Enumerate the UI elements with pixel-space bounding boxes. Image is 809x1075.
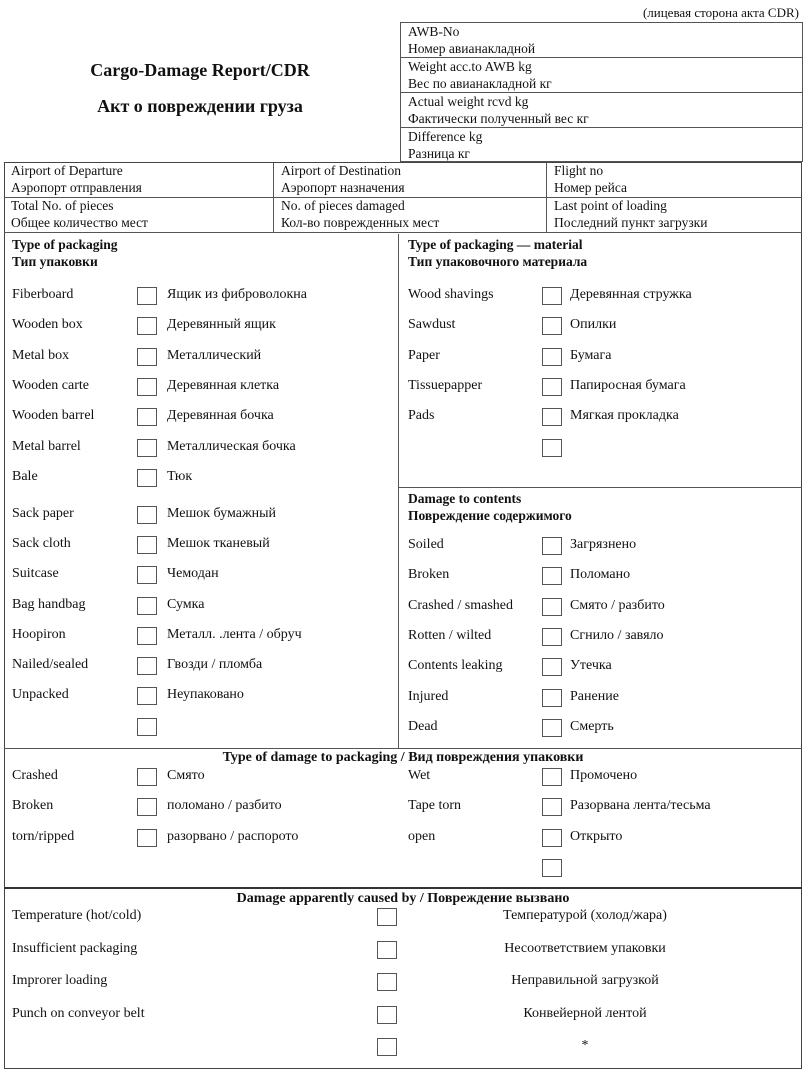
option-label-ru: Металл. .лента / обруч bbox=[167, 626, 302, 642]
option-label-en: Broken bbox=[12, 798, 54, 814]
checkbox[interactable] bbox=[542, 628, 562, 646]
option-label-ru: Мешок тканевый bbox=[167, 535, 270, 551]
checkbox[interactable] bbox=[137, 597, 157, 615]
section-title-en: Type of packaging — material bbox=[408, 237, 583, 252]
option-label-en: Crashed / smashed bbox=[408, 597, 513, 613]
option-label-ru: Открыто bbox=[570, 828, 623, 844]
section-title-ru: Тип упаковочного материала bbox=[408, 254, 588, 269]
option-label-en: Metal box bbox=[12, 347, 70, 363]
option-label-ru: Чемодан bbox=[167, 566, 219, 582]
option-label-en: Wooden box bbox=[12, 317, 83, 333]
field-label-ru: Номер авианакладной bbox=[408, 40, 536, 56]
checkbox[interactable] bbox=[542, 378, 562, 396]
option-label-ru: Разорвана лента/тесьма bbox=[570, 798, 711, 814]
checkbox[interactable] bbox=[137, 768, 157, 786]
checkbox[interactable] bbox=[542, 408, 562, 426]
checkbox[interactable] bbox=[542, 798, 562, 816]
checkbox[interactable] bbox=[137, 687, 157, 705]
difference-field[interactable] bbox=[401, 128, 802, 162]
field-label-en: Last point of loading bbox=[554, 198, 667, 213]
field-label-ru: Аэропорт отправления bbox=[11, 179, 142, 195]
cause-label-en: Improrer loading bbox=[12, 973, 108, 988]
cause-label-ru: Конвейерной лентой bbox=[523, 1005, 647, 1021]
info-row-2 bbox=[4, 198, 802, 233]
cause-label-ru: Неправильной загрузкой bbox=[511, 973, 659, 988]
checkbox[interactable] bbox=[542, 859, 562, 877]
checkbox[interactable] bbox=[542, 348, 562, 366]
option-label-ru: Тюк bbox=[167, 468, 193, 484]
checkbox[interactable] bbox=[377, 1006, 397, 1024]
field-label-ru: Аэропорт назначения bbox=[281, 179, 405, 195]
option-label-ru: Деревянный ящик bbox=[167, 317, 276, 333]
option-label-en: Tape torn bbox=[408, 798, 462, 814]
field-label-ru: Разница кг bbox=[408, 145, 470, 161]
option-label-en: Pads bbox=[408, 408, 435, 424]
field-label-en: Flight no bbox=[554, 163, 604, 178]
option-label-ru: Ящик из фиброволокна bbox=[167, 287, 307, 302]
option-label-ru: Гвозди / пломба bbox=[167, 657, 263, 673]
option-label-en: Suitcase bbox=[12, 566, 59, 582]
field-label-en: No. of pieces damaged bbox=[281, 198, 405, 213]
info-row-1 bbox=[4, 163, 802, 198]
field-label-ru: Общее количество мест bbox=[11, 214, 148, 230]
pack-damage-section-head: Type of damage to packaging / Вид повреждения упаковки bbox=[222, 750, 584, 765]
flight-info-grid bbox=[4, 163, 802, 233]
checkbox[interactable] bbox=[542, 439, 562, 457]
awb-info-box bbox=[400, 22, 803, 162]
field-label-ru: Последний пункт загрузки bbox=[554, 214, 708, 230]
checkbox[interactable] bbox=[542, 689, 562, 707]
last-loading-point-field[interactable] bbox=[547, 198, 802, 232]
option-label-en: Nailed/sealed bbox=[12, 657, 89, 673]
checkbox[interactable] bbox=[542, 537, 562, 555]
option-label-ru: Деревянная бочка bbox=[167, 408, 274, 424]
option-label-ru: Металлический bbox=[167, 347, 262, 363]
checkbox[interactable] bbox=[137, 627, 157, 645]
option-label-en: Sack cloth bbox=[12, 535, 71, 551]
option-label-ru: Деревянная клетка bbox=[167, 377, 280, 393]
contents-section-head bbox=[408, 490, 572, 524]
checkbox[interactable] bbox=[137, 536, 157, 554]
option-label-ru: Смято / разбито bbox=[570, 597, 665, 613]
flight-number-field[interactable] bbox=[547, 163, 802, 197]
checkbox[interactable] bbox=[377, 908, 397, 926]
field-label-en: Actual weight rcvd kg bbox=[408, 94, 529, 109]
checkbox[interactable] bbox=[542, 598, 562, 616]
checkbox[interactable] bbox=[137, 317, 157, 335]
checkbox[interactable] bbox=[377, 973, 397, 991]
option-label-en: Wooden barrel bbox=[12, 408, 95, 424]
option-label-en: Paper bbox=[408, 347, 440, 363]
cause-label-ru: Температурой (холод/жара) bbox=[503, 908, 667, 923]
awb-number-field[interactable] bbox=[401, 23, 802, 58]
departure-airport-field[interactable] bbox=[4, 163, 274, 197]
option-label-en: open bbox=[408, 828, 436, 844]
checkbox[interactable] bbox=[542, 768, 562, 786]
option-label-en: Unpacked bbox=[12, 687, 69, 703]
option-label-ru: Промочено bbox=[570, 768, 638, 783]
field-label-ru: Кол-во поврежденных мест bbox=[281, 214, 440, 230]
option-label-en: Soiled bbox=[408, 537, 444, 552]
option-label-en: Bag handbag bbox=[12, 596, 86, 612]
cause-section-head: Damage apparently caused by / Повреждение вызвано bbox=[236, 891, 570, 906]
field-label-en: Weight acc.to AWB kg bbox=[408, 59, 532, 74]
checkbox[interactable] bbox=[542, 567, 562, 585]
cause-label-ru: * bbox=[581, 1038, 589, 1053]
checkbox[interactable] bbox=[542, 719, 562, 737]
field-label-en: Airport of Departure bbox=[11, 163, 123, 178]
option-label-en: Broken bbox=[408, 567, 450, 583]
checkbox[interactable] bbox=[137, 566, 157, 584]
option-label-ru: Смерть bbox=[570, 718, 614, 734]
option-label-ru: Смято bbox=[167, 768, 205, 783]
cause-label-en: Temperature (hot/cold) bbox=[12, 908, 142, 923]
option-label-ru: Загрязнено bbox=[570, 537, 637, 552]
option-label-ru: Деревянная стружка bbox=[570, 287, 692, 302]
option-label-en: Sawdust bbox=[408, 317, 456, 333]
checkbox[interactable] bbox=[137, 378, 157, 396]
option-label-en: Rotten / wilted bbox=[408, 627, 492, 643]
page-side-note: (лицевая сторона акта CDR) bbox=[642, 5, 799, 20]
option-label-en: Fiberboard bbox=[12, 287, 74, 302]
report-title-ru: Акт о повреждении груза bbox=[97, 96, 303, 116]
column-divider bbox=[398, 234, 399, 748]
actual-weight-field[interactable] bbox=[401, 93, 802, 128]
option-label-en: Bale bbox=[12, 468, 38, 484]
option-label-en: Hoopiron bbox=[12, 626, 66, 642]
checkbox[interactable] bbox=[542, 829, 562, 847]
option-label-ru: Поломано bbox=[570, 567, 631, 583]
packaging-section-head bbox=[12, 236, 118, 270]
option-label-en: Wood shavings bbox=[408, 287, 494, 302]
option-label-ru: Бумага bbox=[570, 347, 612, 363]
report-title-en: Cargo-Damage Report/CDR bbox=[90, 60, 310, 80]
destination-airport-field[interactable] bbox=[274, 163, 547, 197]
checkbox[interactable] bbox=[137, 287, 157, 305]
option-label-en: Wet bbox=[408, 768, 431, 783]
option-label-en: Tissuepapper bbox=[408, 377, 483, 393]
material-section-head bbox=[408, 236, 587, 270]
section-title-ru: Тип упаковки bbox=[12, 254, 98, 269]
section-title-en: Type of packaging bbox=[12, 237, 118, 252]
checkbox[interactable] bbox=[542, 658, 562, 676]
option-label-ru: поломано / разбито bbox=[167, 798, 282, 814]
option-label-en: Dead bbox=[408, 718, 438, 734]
option-label-en: torn/ripped bbox=[12, 828, 75, 844]
checkbox[interactable] bbox=[137, 439, 157, 457]
option-label-en: Sack paper bbox=[12, 505, 74, 521]
checkbox[interactable] bbox=[542, 317, 562, 335]
contents-divider bbox=[398, 487, 802, 488]
option-label-en: Crashed bbox=[12, 768, 58, 783]
field-label-ru: Фактически полученный вес кг bbox=[408, 110, 589, 126]
checkbox[interactable] bbox=[137, 408, 157, 426]
cause-label-ru: Несоответствием упаковки bbox=[504, 940, 666, 956]
option-label-en: Injured bbox=[408, 688, 449, 704]
field-label-ru: Номер рейса bbox=[554, 179, 628, 195]
weight-awb-field[interactable] bbox=[401, 58, 802, 93]
cause-divider bbox=[4, 887, 802, 889]
option-label-ru: разорвано / распорото bbox=[167, 828, 299, 844]
option-label-ru: Мешок бумажный bbox=[167, 505, 277, 521]
option-label-en: Wooden carte bbox=[12, 377, 89, 393]
checkbox[interactable] bbox=[137, 469, 157, 487]
checkbox[interactable] bbox=[137, 829, 157, 847]
section-title-en: Damage to contents bbox=[408, 491, 522, 506]
option-label-en: Metal barrel bbox=[12, 438, 81, 454]
option-label-ru: Сумка bbox=[167, 596, 205, 612]
checkbox[interactable] bbox=[542, 287, 562, 305]
option-label-ru: Сгнило / завяло bbox=[570, 627, 664, 643]
option-label-ru: Опилки bbox=[570, 317, 617, 333]
field-label-en: Difference kg bbox=[408, 129, 483, 144]
option-label-en: Contents leaking bbox=[408, 658, 503, 674]
checkbox[interactable] bbox=[137, 506, 157, 524]
field-label-en: Airport of Destination bbox=[281, 163, 401, 178]
checkbox[interactable] bbox=[377, 941, 397, 959]
cause-label-en: Insufficient packaging bbox=[12, 940, 138, 956]
option-label-ru: Папиросная бумага bbox=[570, 377, 686, 393]
field-label-en: Total No. of pieces bbox=[11, 198, 114, 213]
checkbox[interactable] bbox=[137, 718, 157, 736]
option-label-ru: Утечка bbox=[570, 658, 612, 674]
option-label-ru: Неупаковано bbox=[167, 687, 244, 703]
checkbox[interactable] bbox=[137, 798, 157, 816]
option-label-ru: Металлическая бочка bbox=[167, 438, 296, 454]
field-label-en: AWB-No bbox=[408, 24, 460, 39]
damaged-pieces-field[interactable] bbox=[274, 198, 547, 232]
total-pieces-field[interactable] bbox=[4, 198, 274, 232]
section-title-ru: Повреждение содержимого bbox=[408, 508, 572, 523]
checkbox[interactable] bbox=[137, 348, 157, 366]
field-label-ru: Вес по авианакладной кг bbox=[408, 75, 552, 91]
option-label-ru: Ранение bbox=[570, 688, 619, 704]
checkbox[interactable] bbox=[137, 657, 157, 675]
pack-damage-divider bbox=[4, 748, 802, 749]
cause-label-en: Punch on conveyor belt bbox=[12, 1005, 145, 1021]
option-label-ru: Мягкая прокладка bbox=[570, 408, 679, 424]
checkbox[interactable] bbox=[377, 1038, 397, 1056]
